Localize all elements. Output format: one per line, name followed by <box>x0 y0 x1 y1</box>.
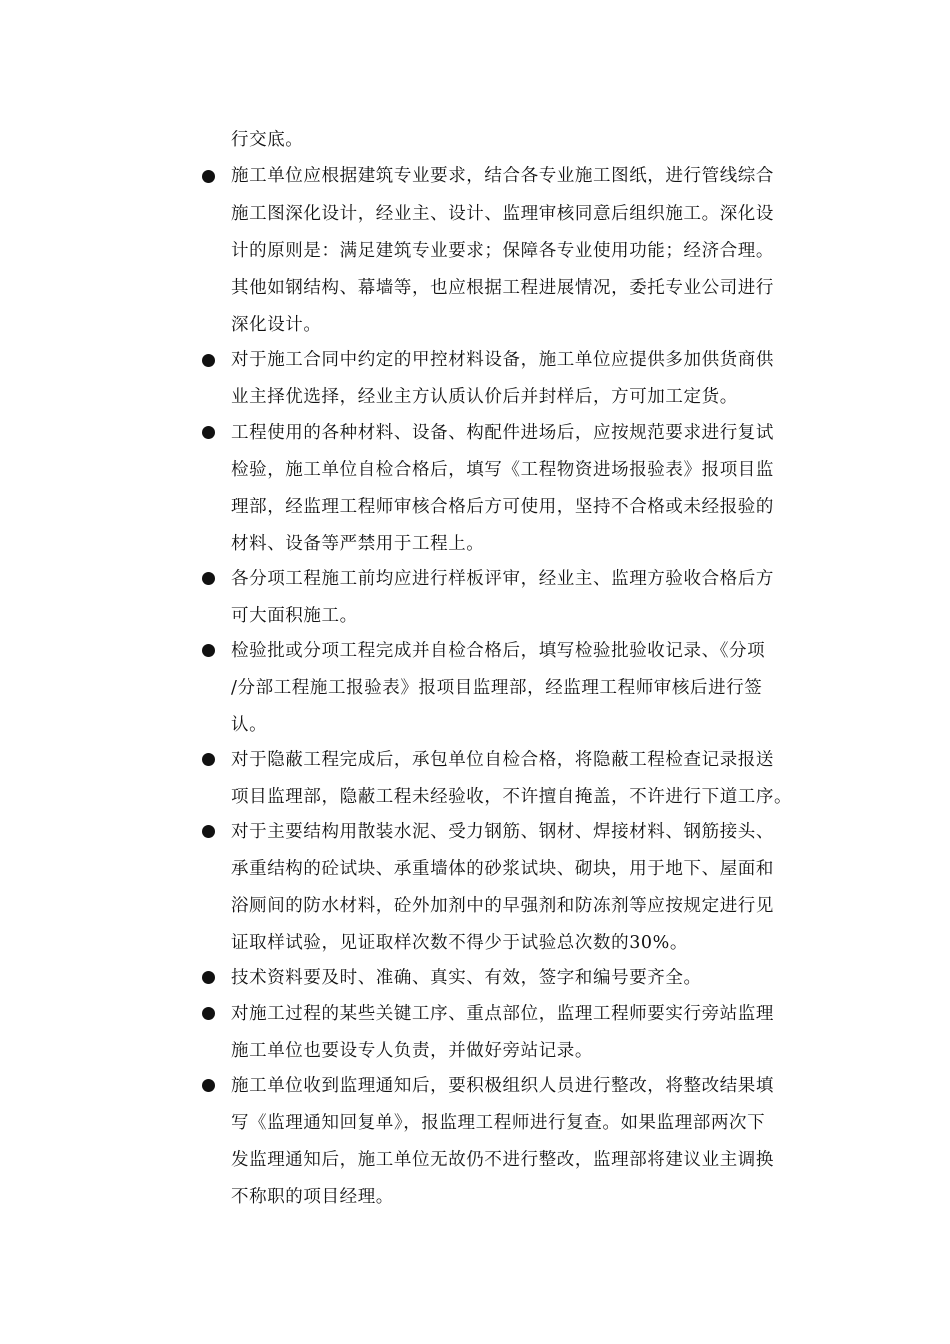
text-line: 施工单位应根据建筑专业要求，结合各专业施工图纸，进行管线综合 <box>231 166 774 186</box>
text-line: 材料、设备等严禁用于工程上。 <box>231 534 485 554</box>
bullet-icon <box>202 170 215 183</box>
text-line: 工程使用的各种材料、设备、构配件进场后，应按规范要求进行复试 <box>231 423 774 443</box>
text-line: 对于主要结构用散装水泥、受力钢筋、钢材、焊接材料、钢筋接头、 <box>231 822 774 842</box>
text-line: 计的原则是：满足建筑专业要求；保障各专业使用功能；经济合理。 <box>231 241 774 261</box>
bullet-icon <box>202 1079 215 1092</box>
text-line: 行交底。 <box>231 130 304 150</box>
text-line: 承重结构的砼试块、承重墙体的砂浆试块、砌块，用于地下、屋面和 <box>231 859 774 879</box>
text-line: 施工图深化设计，经业主、设计、监理审核同意后组织施工。深化设 <box>231 204 774 224</box>
bullet-icon <box>202 572 215 585</box>
text-line: 检验，施工单位自检合格后，填写《工程物资进场报验表》报项目监 <box>231 460 774 480</box>
text-line: 发监理通知后，施工单位无故仍不进行整改，监理部将建议业主调换 <box>231 1150 774 1170</box>
text-line: 对施工过程的某些关键工序、重点部位，监理工程师要实行旁站监理 <box>231 1004 774 1024</box>
text-line: 对于施工合同中约定的甲控材料设备，施工单位应提供多加供货商供 <box>231 350 774 370</box>
text-line: 项目监理部，隐蔽工程未经验收，不许擅自掩盖，不许进行下道工序。 <box>231 787 793 807</box>
bullet-icon <box>202 354 215 367</box>
bullet-icon <box>202 644 215 657</box>
text-line: 施工单位也要设专人负责，并做好旁站记录。 <box>231 1041 593 1061</box>
bullet-icon <box>202 426 215 439</box>
text-line: 理部，经监理工程师审核合格后方可使用，坚持不合格或未经报验的 <box>231 497 774 517</box>
text-line: 不称职的项目经理。 <box>231 1187 394 1207</box>
text-line: 技术资料要及时、准确、真实、有效，签字和编号要齐全。 <box>231 968 702 988</box>
text-line: 施工单位收到监理通知后，要积极组织人员进行整改，将整改结果填 <box>231 1076 774 1096</box>
bullet-icon <box>202 825 215 838</box>
text-line: 证取样试验，见证取样次数不得少于试验总次数的30%。 <box>231 933 688 953</box>
text-line: 对于隐蔽工程完成后，承包单位自检合格，将隐蔽工程检查记录报送 <box>231 750 774 770</box>
bullet-icon <box>202 753 215 766</box>
text-line: 其他如钢结构、幕墙等，也应根据工程进展情况，委托专业公司进行 <box>231 278 774 298</box>
text-line: 可大面积施工。 <box>231 606 358 626</box>
text-line: 深化设计。 <box>231 315 322 335</box>
text-line: 各分项工程施工前均应进行样板评审，经业主、监理方验收合格后方 <box>231 569 774 589</box>
text-line: 写《监理通知回复单》，报监理工程师进行复查。如果监理部两次下 <box>231 1113 766 1133</box>
bullet-icon <box>202 971 215 984</box>
text-line: 认。 <box>231 715 268 735</box>
text-line: 浴厕间的防水材料，砼外加剂中的早强剂和防冻剂等应按规定进行见 <box>231 896 774 916</box>
bullet-icon <box>202 1007 215 1020</box>
text-line: 业主择优选择，经业主方认质认价后并封样后，方可加工定货。 <box>231 387 738 407</box>
text-line: /分部工程施工报验表》报项目监理部，经监理工程师审核后进行签 <box>231 678 763 698</box>
text-line: 检验批或分项工程完成并自检合格后，填写检验批验收记录、《分项 <box>231 641 766 661</box>
